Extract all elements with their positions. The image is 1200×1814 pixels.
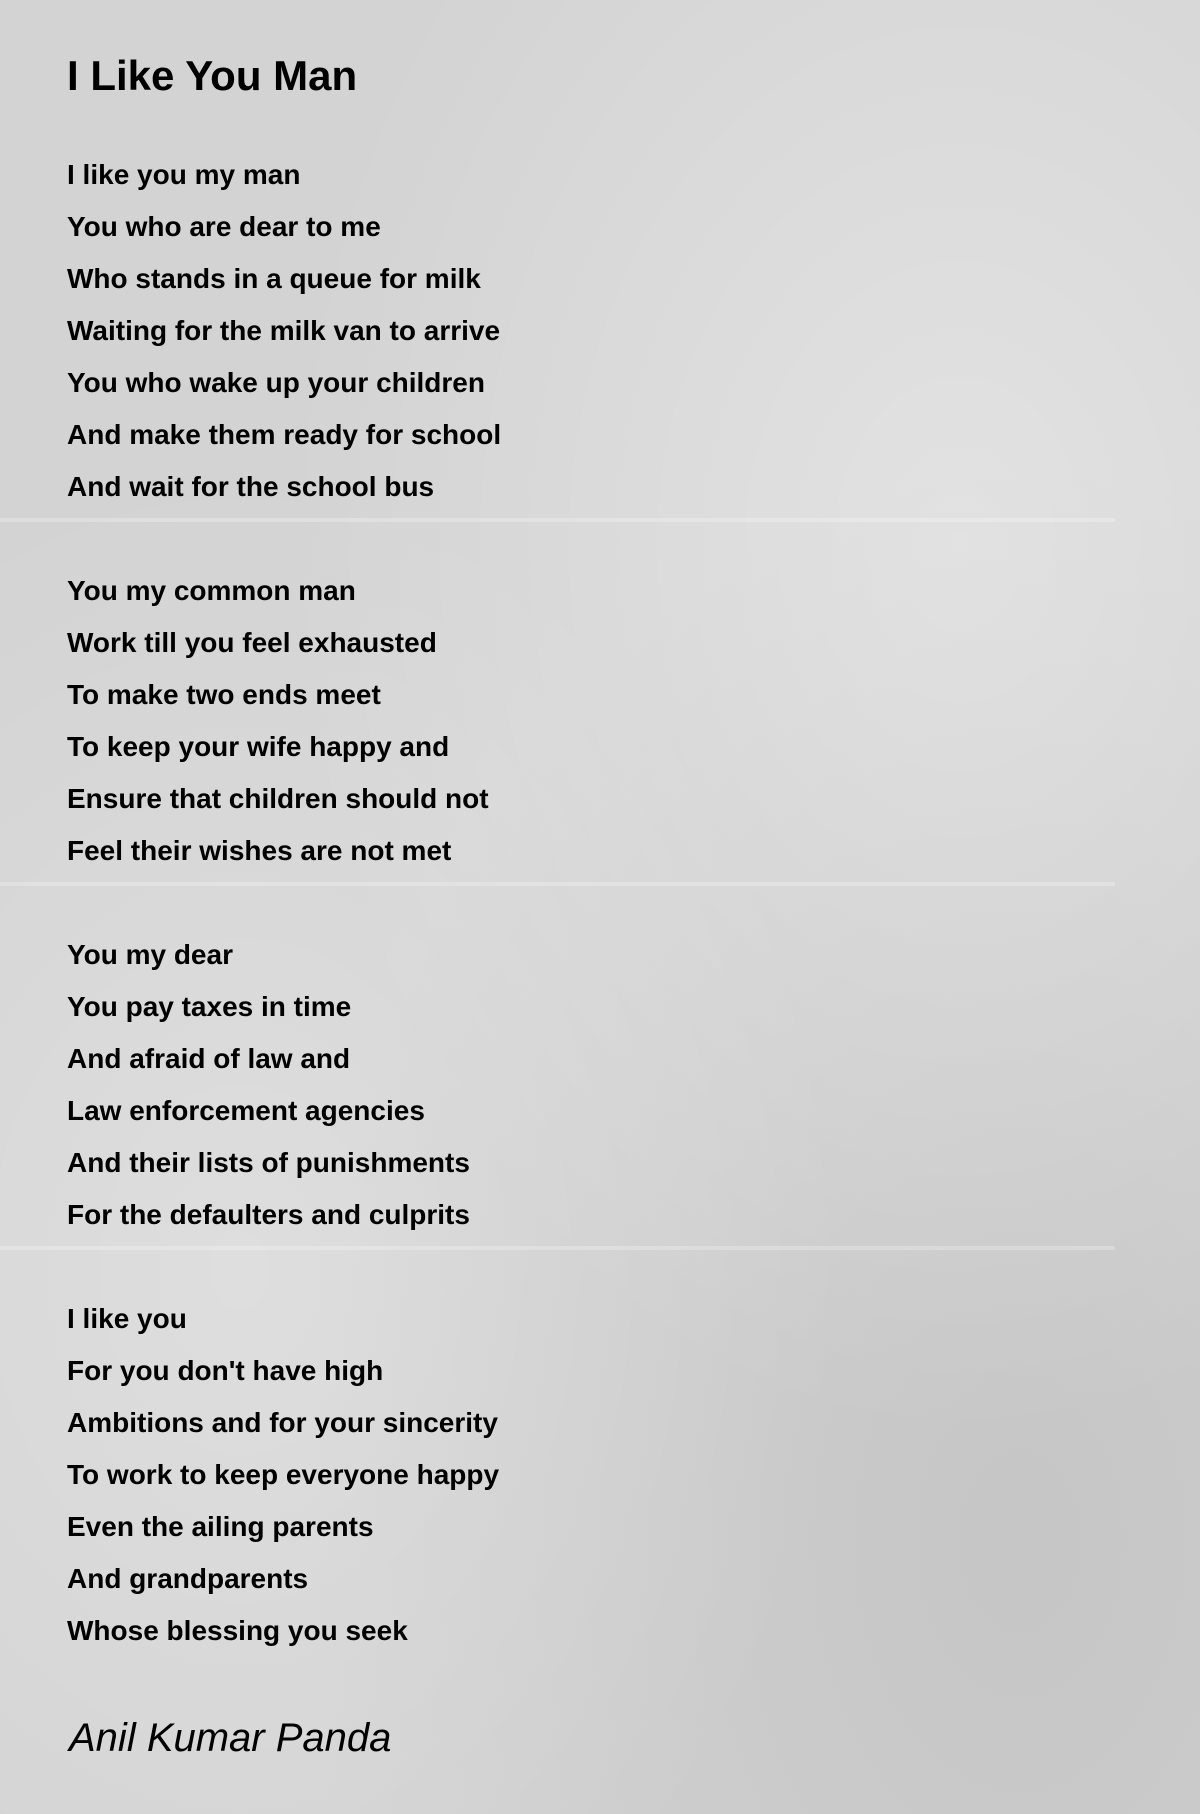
poem-line: For the defaulters and culprits: [67, 1199, 470, 1230]
poem-title: I Like You Man: [67, 52, 358, 99]
poem-line: You who wake up your children: [67, 367, 485, 398]
poem-author: Anil Kumar Panda: [69, 1716, 392, 1760]
poem-line: I like you my man: [67, 159, 301, 190]
background-seam: [0, 1246, 1115, 1250]
poem-line: Law enforcement agencies: [67, 1095, 425, 1126]
poem-line: Ambitions and for your sincerity: [67, 1407, 498, 1438]
poem-line: To keep your wife happy and: [67, 731, 450, 762]
poem-line: And their lists of punishments: [67, 1147, 470, 1178]
stanza: [67, 149, 501, 513]
poem-line: And make them ready for school: [67, 419, 502, 450]
poem-line: You my dear: [67, 939, 233, 970]
stanza: [67, 1293, 499, 1657]
poem-line: And grandparents: [67, 1563, 309, 1594]
poem-line: You pay taxes in time: [67, 991, 352, 1022]
poem-line: For you don't have high: [67, 1355, 384, 1386]
poem-line: Waiting for the milk van to arrive: [67, 315, 501, 346]
poem-line: To work to keep everyone happy: [67, 1459, 500, 1490]
poem-line: Even the ailing parents: [67, 1511, 374, 1542]
poem-line: Feel their wishes are not met: [67, 835, 452, 866]
poem-line: And afraid of law and: [67, 1043, 351, 1074]
background-seam: [0, 882, 1115, 886]
poem-line: You my common man: [67, 575, 356, 606]
poem-line: To make two ends meet: [67, 679, 381, 710]
poem-line: Who stands in a queue for milk: [67, 263, 481, 294]
stanza: [67, 929, 470, 1241]
poem-line: Whose blessing you seek: [67, 1615, 408, 1646]
poem-line: And wait for the school bus: [67, 471, 435, 502]
poem-line: Work till you feel exhausted: [67, 627, 437, 658]
poem-line: You who are dear to me: [67, 211, 381, 242]
poem-line: Ensure that children should not: [67, 783, 489, 814]
background-seam: [0, 518, 1115, 522]
poem-line: I like you: [67, 1303, 187, 1334]
stanza: [67, 565, 489, 877]
